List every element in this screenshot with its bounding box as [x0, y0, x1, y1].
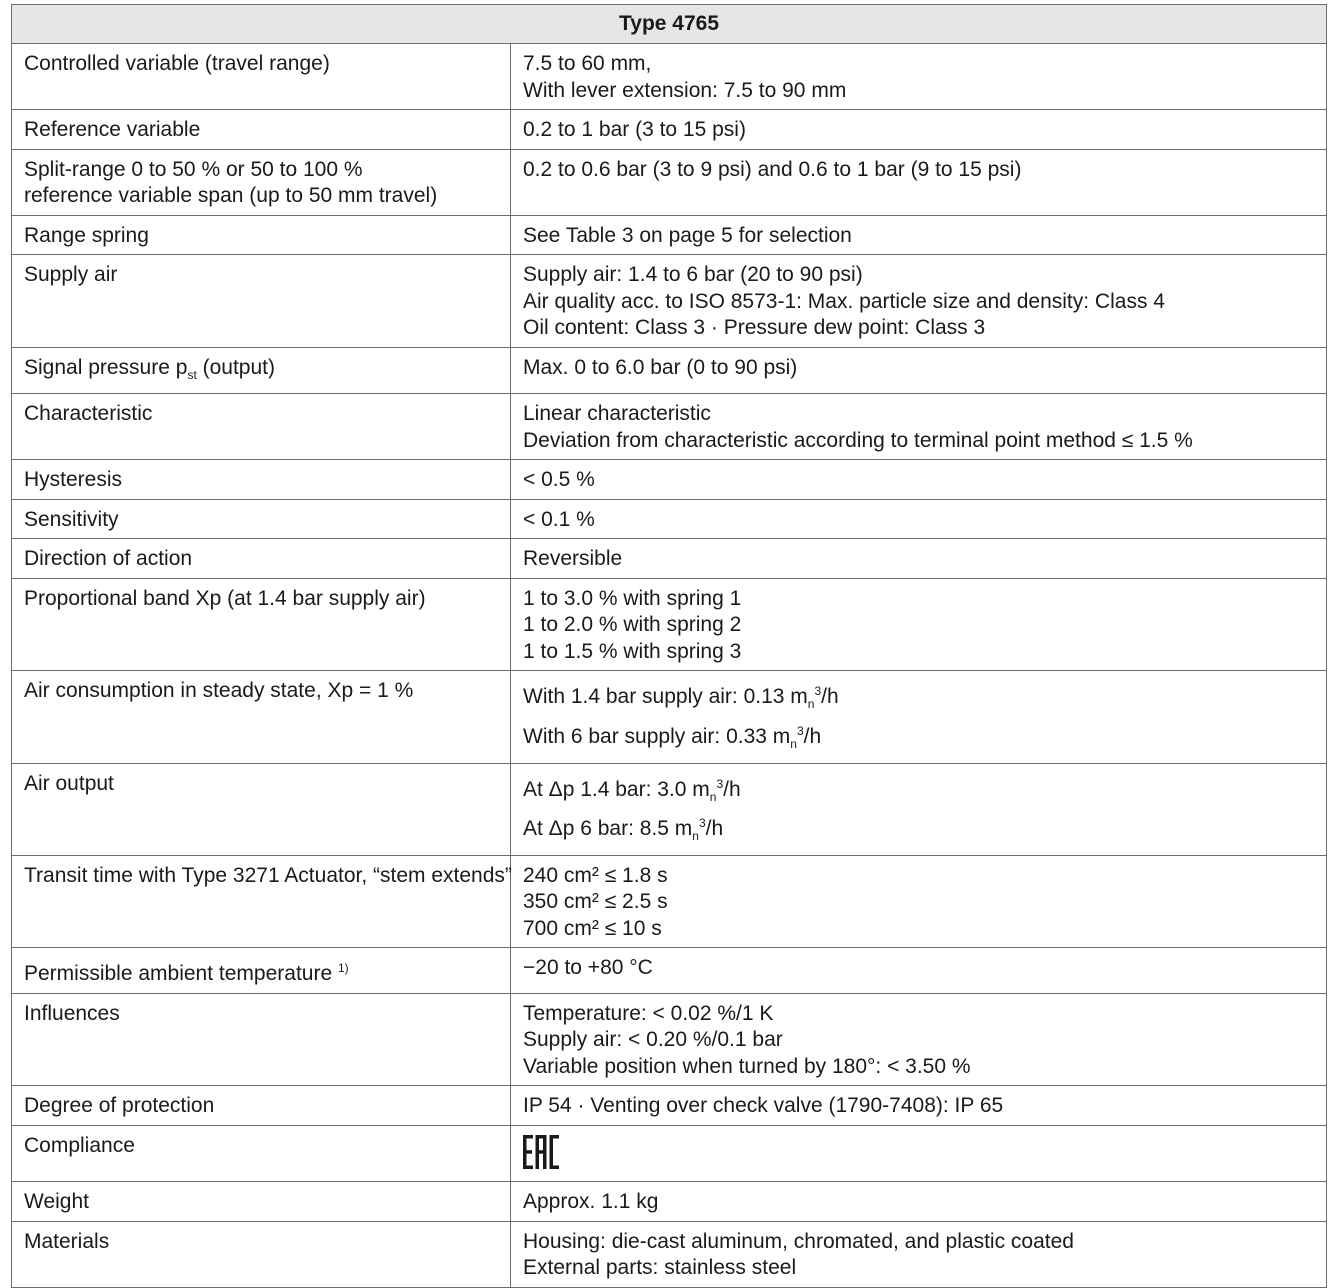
table-title: Type 4765: [12, 5, 1327, 44]
subscript-text: st: [187, 367, 197, 382]
spec-label-cell: [12, 460, 511, 500]
superscript-text: 3: [814, 684, 822, 699]
table-row: [12, 499, 1327, 539]
spec-value: See Table 3 on page 5 for selection: [523, 223, 852, 247]
table-row: [12, 1182, 1327, 1222]
spec-label: Controlled variable (travel range): [24, 52, 330, 75]
spec-label: Range spring: [24, 223, 149, 247]
spec-label: Transit time with Type 3271 Actuator, “stem extends”: [24, 863, 512, 887]
spec-label: Compliance: [24, 1133, 135, 1157]
spec-value-cell: [511, 1221, 1327, 1287]
spec-label-cell: [12, 1125, 511, 1182]
table-row: [12, 539, 1327, 579]
spec-label-cell: [12, 1086, 511, 1126]
spec-label-cell: [12, 855, 511, 948]
table-row: [12, 578, 1327, 671]
spec-value: 700 cm² ≤ 10 s: [523, 916, 662, 940]
spec-label-cell: [12, 578, 511, 671]
spec-value: 0.2 to 0.6 bar (3 to 9 psi) and 0.6 to 1 bar (9 to 15 psi): [523, 157, 1022, 181]
table-row: [12, 993, 1327, 1086]
eac-mark-icon: [523, 1135, 559, 1177]
spec-value-cell: [511, 539, 1327, 579]
spec-value-cell: [511, 1182, 1327, 1222]
spec-label: Air consumption in steady state, Xp = 1 %: [24, 679, 414, 703]
spec-value-cell: [511, 347, 1327, 394]
spec-value: Variable position when turned by 180°: < 3.50 %: [523, 1054, 971, 1078]
table-row: [12, 255, 1327, 348]
spec-value-cell: [511, 855, 1327, 948]
spec-value: At Δp 6 bar: 8.5 $m_n^3/h$: [523, 816, 724, 844]
header-row: [12, 5, 1327, 44]
spec-value: Supply air: < 0.20 %/0.1 bar: [523, 1028, 783, 1052]
spec-value: −20 to +80 °C: [523, 956, 653, 980]
subscript-text: n: [709, 789, 717, 804]
spec-label: Reference variable: [24, 118, 201, 141]
spec-label-cell: [12, 948, 511, 994]
spec-value: At Δp 1.4 bar: 3.0 $m_n^3/h$: [523, 776, 741, 804]
spec-value: Oil content: Class 3 · Pressure dew point: Class 3: [523, 316, 986, 339]
table-row: [12, 394, 1327, 460]
spec-label-cell: [12, 1221, 511, 1287]
spec-value-cell: [511, 460, 1327, 500]
table-row: [12, 763, 1327, 855]
spec-value: Linear characteristic: [523, 402, 711, 426]
spec-value-cell: [511, 948, 1327, 994]
spec-value: Housing: die-cast aluminum, chromated, and plastic coated: [523, 1229, 1074, 1253]
superscript-text: 3: [698, 816, 706, 831]
table-row: [12, 215, 1327, 255]
spec-value: Deviation from characteristic according to terminal point method ≤ 1.5 %: [523, 428, 1193, 452]
table-row: [12, 44, 1327, 110]
spec-label-cell: [12, 993, 511, 1086]
subscript-text: n: [790, 737, 797, 752]
spec-value-cell: [511, 394, 1327, 460]
table-row: [12, 948, 1327, 994]
spec-value: With lever extension: 7.5 to 90 mm: [523, 78, 847, 102]
spec-value: With 6 bar supply air: 0.33 $m_n^3/h$: [523, 723, 822, 752]
table-row: [12, 855, 1327, 948]
table-row: [12, 1086, 1327, 1126]
spec-label-cell: [12, 763, 511, 855]
spec-label: Split-range 0 to 50 % or 50 to 100 %: [24, 157, 363, 181]
spec-label: Weight: [24, 1190, 89, 1214]
spec-value: IP 54 · Venting over check valve (1790-7408): IP 65: [523, 1094, 1004, 1118]
spec-value-cell: [511, 149, 1327, 215]
spec-value: 1 to 2.0 % with spring 2: [523, 613, 742, 637]
spec-value-cell: [511, 578, 1327, 671]
spec-label-cell: [12, 347, 511, 394]
spec-value: Supply air: 1.4 to 6 bar (20 to 90 psi): [523, 263, 863, 286]
spec-table: [11, 4, 1327, 1288]
spec-value: < 0.5 %: [523, 468, 595, 492]
spec-value-cell: [511, 763, 1327, 855]
spec-value-cell: [511, 215, 1327, 255]
spec-value: With 1.4 bar supply air: 0.13 $m_n^3/h$: [523, 684, 839, 712]
spec-value: Air quality acc. to ISO 8573-1: Max. particle size and density: Class 4: [523, 289, 1165, 313]
spec-label: Proportional band Xp (at 1.4 bar supply air): [24, 586, 426, 610]
table-row: [12, 149, 1327, 215]
spec-value: Approx. 1.1 kg: [523, 1190, 659, 1214]
spec-value-cell: [511, 499, 1327, 539]
table-row: [12, 1221, 1327, 1287]
spec-label: Air output: [24, 771, 114, 795]
spec-value: 1 to 3.0 % with spring 1: [523, 586, 742, 610]
spec-label: Sensitivity: [24, 507, 119, 531]
spec-label: Permissible ambient temperature $^{1)}$: [24, 961, 349, 986]
spec-label-cell: [12, 1182, 511, 1222]
subscript-text: n: [692, 829, 699, 844]
spec-value-cell: [511, 1086, 1327, 1126]
table-row: [12, 1125, 1327, 1182]
superscript-text: 3: [716, 776, 724, 791]
spec-value-cell: [511, 993, 1327, 1086]
spec-label: Characteristic: [24, 402, 153, 426]
spec-label: Signal pressure $p_{st}$ (output): [24, 355, 275, 382]
spec-label: Supply air: [24, 263, 118, 286]
spec-value: 350 cm² ≤ 2.5 s: [523, 890, 668, 914]
spec-value: 240 cm² ≤ 1.8 s: [523, 863, 668, 887]
spec-value: 1 to 1.5 % with spring 3: [523, 639, 742, 663]
spec-label-cell: [12, 215, 511, 255]
table-row: [12, 460, 1327, 500]
table-row: [12, 110, 1327, 150]
spec-label-cell: [12, 499, 511, 539]
spec-value: < 0.1 %: [523, 507, 595, 531]
superscript-text: 1): [337, 961, 349, 976]
spec-label-cell: [12, 255, 511, 348]
spec-label-cell: [12, 110, 511, 150]
spec-value: External parts: stainless steel: [523, 1256, 797, 1280]
spec-label-cell: [12, 671, 511, 763]
spec-value-cell: [511, 255, 1327, 348]
spec-value-cell: [511, 44, 1327, 110]
spec-label: Materials: [24, 1229, 110, 1253]
spec-label-cell: [12, 394, 511, 460]
spec-value: Reversible: [523, 547, 623, 571]
spec-value-cell: [511, 110, 1327, 150]
spec-label-cell: [12, 149, 511, 215]
spec-value: 0.2 to 1 bar (3 to 15 psi): [523, 118, 746, 141]
spec-value-cell: [511, 1125, 1327, 1182]
spec-value: Temperature: < 0.02 %/1 K: [523, 1001, 774, 1025]
spec-label: Influences: [24, 1001, 120, 1025]
table-row: [12, 347, 1327, 394]
spec-label: reference variable span (up to 50 mm travel): [24, 184, 438, 207]
spec-label: Degree of protection: [24, 1094, 215, 1118]
spec-value-cell: [511, 671, 1327, 763]
spec-label: Direction of action: [24, 547, 193, 571]
spec-label: Hysteresis: [24, 468, 123, 492]
spec-value: 7.5 to 60 mm,: [523, 52, 652, 75]
subscript-text: n: [807, 697, 815, 712]
table-row: [12, 671, 1327, 763]
spec-label-cell: [12, 44, 511, 110]
spec-value: Max. 0 to 6.0 bar (0 to 90 psi): [523, 355, 798, 379]
spec-label-cell: [12, 539, 511, 579]
superscript-text: 3: [796, 723, 804, 738]
